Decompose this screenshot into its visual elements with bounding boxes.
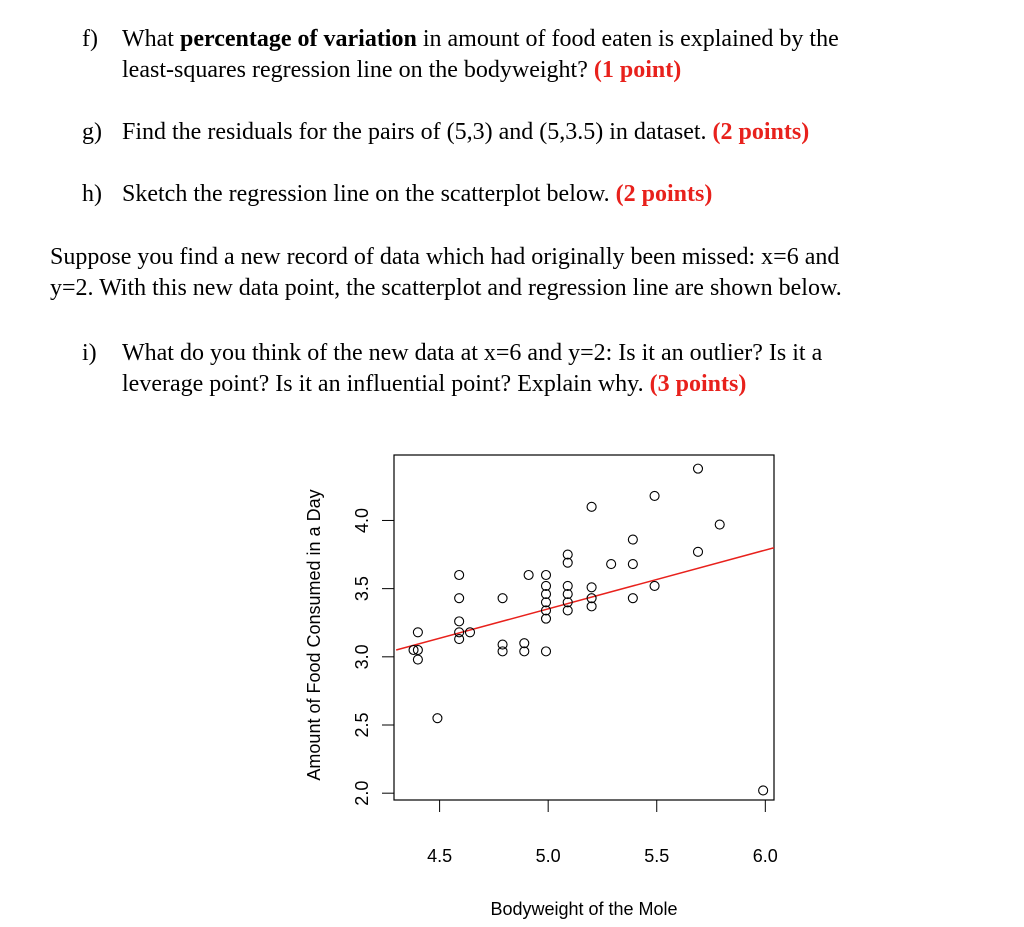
question-g-line: Find the residuals for the pairs of (5,3) and (5,3.5) in dataset. [122, 119, 713, 145]
data-point [759, 786, 768, 795]
y-tick-label: 4.0 [352, 507, 372, 533]
data-point [455, 617, 464, 626]
data-point [524, 571, 533, 580]
question-h-points: (2 points) [615, 181, 713, 207]
data-point [455, 635, 464, 644]
y-tick-label: 2.0 [352, 780, 372, 806]
plot-frame [394, 455, 774, 800]
data-point [542, 647, 551, 656]
data-point [650, 581, 659, 590]
question-h-label: h) [82, 181, 102, 207]
data-point [650, 491, 659, 500]
regression-line [396, 548, 774, 650]
question-g-label: g) [82, 119, 102, 145]
x-tick-label: 4.5 [427, 846, 453, 866]
data-point [498, 647, 507, 656]
question-i-label: i) [82, 340, 97, 366]
data-point [694, 464, 703, 473]
data-point [715, 520, 724, 529]
data-point [628, 535, 637, 544]
y-tick-label: 3.0 [352, 644, 372, 670]
question-h-line: Sketch the regression line on the scatterplot below. [122, 181, 616, 207]
data-point [587, 583, 596, 592]
data-points [409, 464, 768, 795]
x-axis-title: Bodyweight of the Mole [490, 899, 678, 919]
question-f-bold-phrase: percentage of variation [179, 26, 417, 52]
paragraph-line1: Suppose you find a new record of data which had originally been missed: x=6 and [50, 244, 840, 270]
y-axis-title: Amount of Food Consumed in a Day [304, 489, 324, 781]
paragraph-line2: y=2. With this new data point, the scatterplot and regression line are shown below. [50, 275, 842, 301]
data-point [694, 547, 703, 556]
y-axis [352, 508, 394, 806]
question-f-line1-post: in amount of food eaten is explained by the [416, 26, 839, 52]
question-f-line2: least-squares regression line on the bodyweight? [122, 57, 594, 83]
data-point [455, 594, 464, 603]
x-tick-label: 5.0 [535, 846, 561, 866]
x-axis [427, 800, 778, 866]
question-i-points: (3 points) [649, 371, 747, 397]
data-point [413, 655, 422, 664]
y-tick-label: 3.5 [352, 576, 372, 602]
data-point [498, 594, 507, 603]
data-point [542, 571, 551, 580]
data-point [433, 714, 442, 723]
question-f-points: (1 point) [593, 57, 682, 83]
y-tick-label: 2.5 [352, 712, 372, 738]
x-tick-label: 5.5 [644, 846, 670, 866]
question-g-points: (2 points) [712, 119, 810, 145]
data-point [607, 560, 616, 569]
question-f-line1-pre: What [122, 26, 180, 52]
question-i-line2: leverage point? Is it an influential point? Explain why. [122, 371, 650, 397]
data-point [587, 502, 596, 511]
question-f-label: f) [82, 26, 98, 52]
data-point [628, 594, 637, 603]
data-point [466, 628, 475, 637]
data-point [455, 571, 464, 580]
data-point [628, 560, 637, 569]
data-point [413, 628, 422, 637]
question-i-line1: What do you think of the new data at x=6 and y=2: Is it an outlier? Is it a [122, 340, 823, 366]
x-tick-label: 6.0 [752, 846, 778, 866]
